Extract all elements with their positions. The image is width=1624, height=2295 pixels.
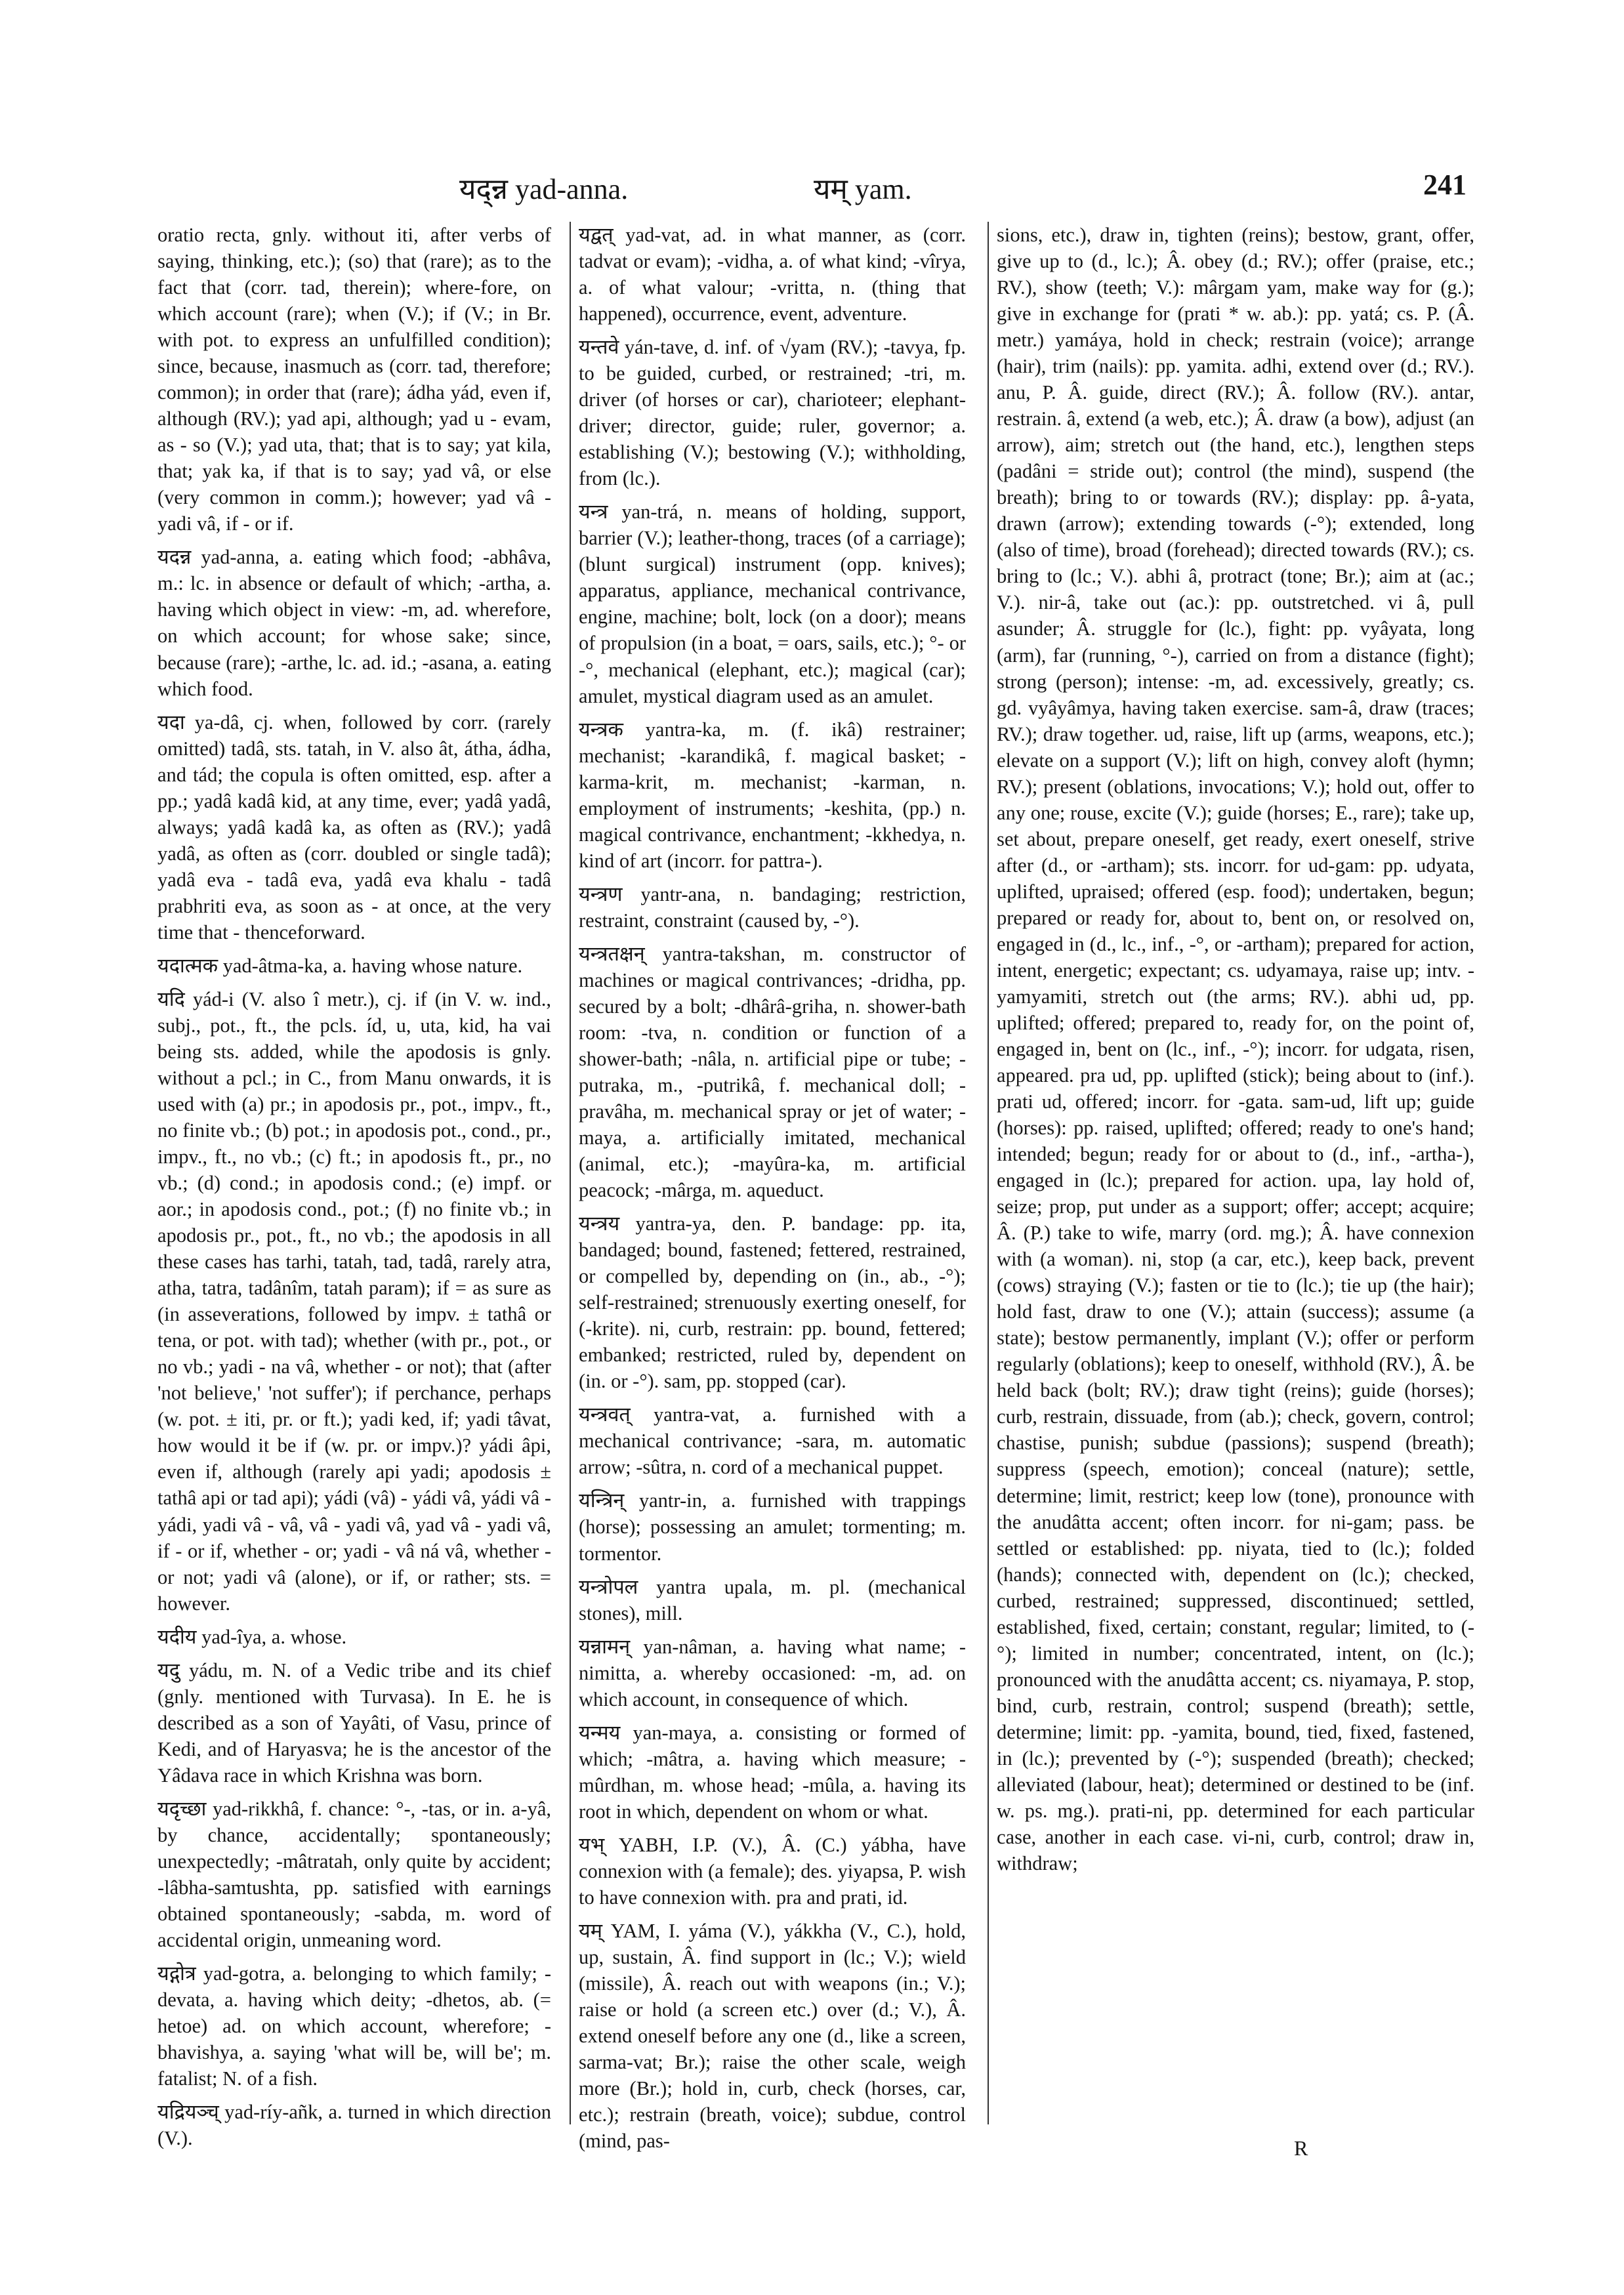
- dictionary-entry: यदु yádu, m. N. of a Vedic tribe and its chief (gnly. mentioned with Turvasa). In E. he is described as a son of Yayâti, of Vasu, prince of Kedi, and of Haryasva; he is the ancestor of the Yâdava race in which Krishna was born.: [157, 1659, 551, 1787]
- signature-mark: R: [1294, 2136, 1308, 2160]
- page-number: 241: [1423, 169, 1467, 201]
- dictionary-entry: यन्नामन् yan-nâman, a. having what name; -nimitta, a. whereby occasioned: -m, ad. on which account, in consequence of which.: [579, 1635, 966, 1710]
- running-head-center: यम् yam.: [814, 173, 912, 205]
- dictionary-entry: यदीय yad-îya, a. whose.: [157, 1625, 347, 1648]
- dictionary-entry: यद्गोत्र yad-gotra, a. belonging to which family; -devata, a. having which deity; -dhetos, ab. (= hetoe) ad. on which account, wherefore; -bhavishya, a. saying 'what will be, will be'; m. fatalist; N. of a fish.: [157, 1962, 551, 2090]
- dictionary-entry: sions, etc.), draw in, tighten (reins); bestow, grant, offer, give up to (d., lc.); Â. obey (d.; RV.); offer (praise, etc.; RV.), show (teeth; V.): mârgam yam, make way for (g.); give in exchange for (prati * w. ab.): pp. yatá; cs. P. (Â. metr.) yamáya, hold in check; restrain (voice); arrange (hair), trim (nails): pp. yamita. adhi, extend over (d.; RV.). anu, P. Â. guide, direct (RV.); Â. follow (RV.). antar, restrain. â, extend (a web, etc.); Â. draw (a bow), adjust (an arrow), aim; stretch out (the hand, etc.), lengthen steps (padâni = stride out); control (the mind), suspend (the breath); bring to or towards (RV.); display: pp. â-yata, drawn (arrow); extending towards (-°); extended, long (also of time), broad (forehead); directed towards (RV.); cs. bring to (lc.; V.). abhi â, protract (tone; Br.); aim at (ac.; V.). nir-â, take out (ac.): pp. outstretched. vi â, pull asunder; Â. struggle for (lc.), fight: pp. vyâyata, long (arm), far (running, °-), carried on from a distance (fight); strong (person); intense: -m, ad. excessively, greatly; cs. gd. vyâyâmya, having taken exercise. sam-â, draw (traces; RV.); draw together. ud, raise, lift up (arms, weapons, etc.); elevate on a support (V.); lift on high, convey aloft (hymn; RV.); present (oblations, invocations; V.); hold out, offer to any one; rouse, excite (V.); guide (horses; E., rare); take up, set about, prepare oneself, get ready, exert oneself, strive after (d., or -artham); sts. incorr. for ud-gam: pp. udyata, uplifted, upraised; offered (esp. food); undertaken, begun; prepared or ready for, about to, bent on, or resolved on, engaged in (d., lc., inf., -°, or -artham); prepared for action, intent, energetic; expectant; cs. udyamaya, raise up; intv. -yamyamiti, stretch out (the arms; RV.). abhi ud, pp. uplifted; offered; prepared to, ready for, on the point of, engaged in, bent on (lc., inf., -°); incorr. for udgata, risen, appeared. pra ud, pp. uplifted (stick); being about to (inf.). prati ud, offered; incorr. for -gata. sam-ud, lift up; guide (horses): pp. raised, uplifted; offered; ready to one's hand; intended; begun; ready for or about to (d., inf., -artha-), engaged in (lc.); prepared for action. upa, lay hold of, seize; prop, put under as a support; offer; accept; acquire; Â. (P.) take to wife, marry (ord. mg.); Â. have connexion with (a woman). ni, stop (a car, etc.), keep back, prevent (cows) straying (V.); fasten or tie to (lc.); tie up (the hair); hold fast, draw to one (V.); attain (success); assume (a state); bestow permanently, implant (V.); offer or perform regularly (oblations); keep to oneself, withhold (RV.), Â. be held back (bolt; RV.); draw tight (reins); guide (horses); curb, restrain, dissuade, from (ab.); check, govern, control; chastise, punish; subdue (passions); suspend (breath); suppress (speech, emotion); conceal (nature); settle, determine; limit, restrict; keep low (tone), pronounce with the anudâtta accent; often incorr. for ni-gam; pass. be settled or established: pp. niyata, tied to (lc.); folded (hands); connected with, dependent on (lc.); checked, curbed, restrained; suppressed, discontinued; settled, established, fixed, certain; constant, regular; limited, to (-°); limited in number; concentrated, intent, on (lc.); pronounced with the anudâtta accent; cs. niyamaya, P. stop, bind, curb, restrain, control; suspend (breath); settle, determine; limit: pp. -yamita, bound, tied, fixed, fastened, in (lc.); prevented by (-°); suspended (breath); checked; alleviated (labour, heat); determined or destined to be (inf. w. ps. mg.). prati-ni, pp. determined for each particular case, another in each case. vi-ni, curb, control; draw in, withdraw;: [997, 224, 1474, 1874]
- dictionary-entry: यदि yád-i (V. also î metr.), cj. if (in V. w. ind., subj., pot., ft., the pcls. íd, u, uta, kid, ha vai being sts. added, while the apodosis is gnly. without a pcl.; in C., from Manu onwards, it is used with (a) pr.; in apodosis pr., pot., impv., ft., no finite vb.; (b) pot.; in apodosis pot., cond., pr., impv., ft., no vb.; (c) ft.; in apodosis ft., pr., no vb.; (d) cond.; in apodosis cond.; (e) impf. or aor.; in apodosis cond., pot.; (f) no finite vb.; in apodosis pr., pot., ft., no vb.; the apodosis in all these cases has tarhi, tatah, tad, tadâ, rarely atra, atha, tatra, tadânîm, tatah param); if = as sure as (in asseverations, followed by impv. ± tathâ or tena, or pot. with tad); whether (with pr., pot., or no vb.; yadi - na vâ, whether - or not); that (after 'not believe,' 'not suffer'); if perchance, perhaps (w. pot. ± iti, pr. or ft.); yadi ked, if; yadi tâvat, how would it be if (w. pr. or impv.)? yádi âpi, even if, although (rarely api yadi; apodosis ± tathâ api or tad api); yádi (vâ) - yádi vâ, yádi vâ - yádi, yadi vâ - vâ, vâ - yadi vâ, yad vâ - yadi vâ, if - or if, whether - or; yadi - vâ ná vâ, whether - or not; yadi vâ (alone), or if, or rather; sts. = however.: [157, 987, 551, 1615]
- dictionary-entry: यदात्मक yad-âtma-ka, a. having whose nature.: [157, 954, 523, 977]
- dictionary-entry: यन्त्रय yantra-ya, den. P. bandage: pp. ita, bandaged; bound, fastened; fettered, restrained, or compelled by, depending on (in., ab., -°); self-restrained; strenuously exerting oneself, for (-krite). ni, curb, restrain: pp. bound, fettered; embanked; restricted, ruled by, dependent on (in. or -°). sam, pp. stopped (car).: [579, 1212, 966, 1393]
- dictionary-entry: यदा ya-dâ, cj. when, followed by corr. (rarely omitted) tadâ, sts. tatah, in V. also ât, átha, ádha, and tád; the copula is often omitted, esp. after a pp.; yadâ kadâ kid, at any time, ever; yadâ yadâ, always; yadâ kadâ ka, as often as (RV.); yadâ yadâ, as often as (corr. doubled or single tadâ); yadâ eva - tadâ eva, yadâ eva khalu - tadâ prabhriti eva, as soon as - at once, at the very time that - thenceforward.: [157, 711, 551, 943]
- dictionary-entry: oratio recta, gnly. without iti, after verbs of saying, thinking, etc.); (so) that (rare); as to the fact that (corr. tad, therein); where-fore, on which account (rare); when (V.); if (V.; in Br. with pot. to express an unfulfilled condition); since, because, inasmuch as (corr. tad, therefore; common); in order that (rare); ádha yád, even if, although (RV.); yad api, although; yad u - evam, as - so (V.); yad uta, that; that is to say; yat kila, that; yak ka, if that is to say; yad vâ, or else (very common in comm.); however; yad vâ - yadi vâ, if - or if.: [157, 224, 551, 535]
- dictionary-entry: यन्त्रक yantra-ka, m. (f. ikâ) restrainer; mechanist; -karandikâ, f. magical basket; -karma-krit, m. mechanist; -karman, n. employment of instruments; -keshita, (pp.) n. magical contrivance, enchantment; -kkhedya, n. kind of art (incorr. for pattra-).: [579, 718, 966, 872]
- column-left: [157, 222, 551, 2150]
- dictionary-entry: यन्त्र yan-trá, n. means of holding, support, barrier (V.); leather-thong, traces (of a carriage); (blunt surgical) instrument (opp. knives); apparatus, appliance, mechanical contrivance, engine, machine; bolt, lock (on a door); means of propulsion (in a boat, = oars, sails, etc.); °- or -°, mechanical (elephant, etc.); magical (car); amulet, mystical diagram used as an amulet.: [579, 501, 966, 707]
- dictionary-entry: यद्वत् yad-vat, ad. in what manner, as (corr. tadvat or evam); -vidha, a. of what kind; -vîrya, a. of what valour; -vritta, n. (thing that happened), occurrence, event, adventure.: [579, 224, 966, 325]
- dictionary-entry: यन्त्रतक्षन् yantra-takshan, m. constructor of machines or magical contrivances; -dridha, pp. secured by a bolt; -dhârâ-griha, n. shower-bath room: -tva, n. condition or function of a shower-bath; -nâla, n. artificial pipe or tube; -putraka, m., -putrikâ, f. mechanical doll; -pravâha, m. mechanical spray or jet of water; -maya, a. artificially imitated, mechanical (animal, etc.); -mayûra-ka, m. artificial peacock; -mârga, m. aqueduct.: [579, 942, 966, 1202]
- dictionary-entry: यद्रियञ्च् yad-ríy-añk, a. turned in which direction (V.).: [157, 2101, 551, 2150]
- running-head-left: यद्न्न yad-anna.: [459, 173, 629, 205]
- dictionary-entry: यदृच्छा yad-rikkhâ, f. chance: °-, -tas, or in. a-yâ, by chance, accidentally; spontaneously; unexpectedly; -mâtratah, only quite by accident; -lâbha-samtushta, pp. satisfied with earnings obtained spontaneously; -sabda, m. word of accidental origin, unmeaning word.: [157, 1797, 551, 1951]
- dictionary-entry: यन्त्रोपल yantra upala, m. pl. (mechanical stones), mill.: [579, 1575, 966, 1624]
- dictionary-entry: यन्मय yan-maya, a. consisting or formed of which; -mâtra, a. having which measure; -mûrdhan, m. whose head; -mûla, a. having its root in which, dependent on whom or what.: [579, 1721, 966, 1823]
- dictionary-entry: यन्त्रण yantr-ana, n. bandaging; restriction, restraint, constraint (caused by, -°).: [579, 882, 966, 932]
- column-middle: [570, 222, 966, 2153]
- page-header: [157, 168, 1467, 209]
- dictionary-entry: यन्त्रिन् yantr-in, a. furnished with trappings (horse); possessing an amulet; tormenting; m. tormentor.: [579, 1489, 966, 1565]
- dictionary-entry: यम् YAM, I. yáma (V.), yákkha (V., C.), hold, up, sustain, Â. find support in (lc.; V.); wield (missile), Â. reach out with weapons (in.; V.); raise or hold (a screen etc.) over (d.; V.), Â. extend oneself before any one (d., like a screen, sarma-vat; Br.); raise the other scale, weigh more (Br.); hold in, curb, check (horses, car, etc.); restrain (breath, voice); subdue, control (mind, pas-: [579, 1919, 966, 2153]
- dictionary-entry: यन्तवे yán-tave, d. inf. of √yam (RV.); -tavya, fp. to be guided, curbed, or restrained; -tri, m. driver (of horses or car), charioteer; elephant-driver; director, guide; ruler, governor; a. establishing (V.); bestowing (V.); withholding, from (lc.).: [579, 336, 966, 490]
- dictionary-entry: यन्त्रवत् yantra-vat, a. furnished with a mechanical contrivance; -sara, m. automatic arrow; -sûtra, n. cord of a mechanical puppet.: [579, 1403, 966, 1479]
- column-right: [988, 222, 1474, 2124]
- dictionary-entry: यभ् YABH, I.P. (V.), Â. (C.) yábha, have connexion with (a female); des. yiyapsa, P. wish to have connexion with. pra and prati, id.: [579, 1833, 966, 1909]
- dictionary-entry: यदन्न yad-anna, a. eating which food; -abhâva, m.: lc. in absence or default of which; -artha, a. having which object in view: -m, ad. wherefore, on which account; for whose sake; since, because (rare); -arthe, lc. ad. id.; -asana, a. eating which food.: [157, 546, 551, 700]
